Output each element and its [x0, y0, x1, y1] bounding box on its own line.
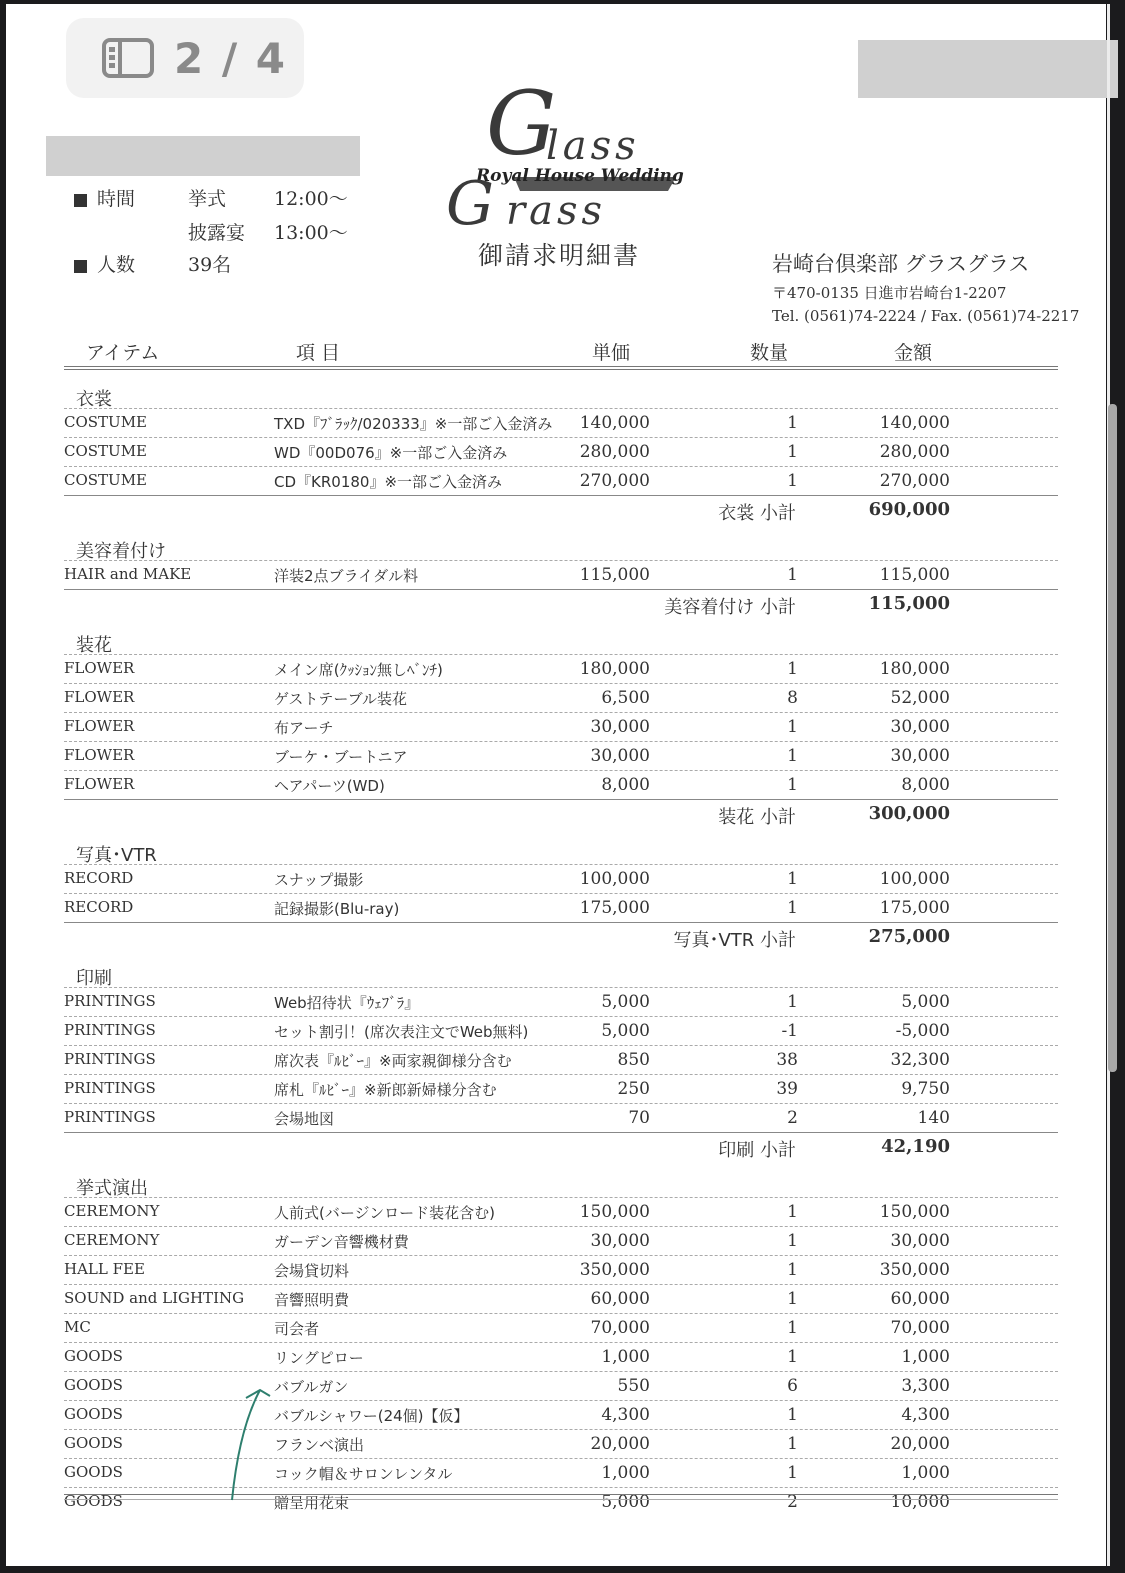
- event-info: [74, 184, 374, 282]
- section-spacer: [64, 618, 1058, 626]
- unit-price: 8,000: [601, 775, 650, 795]
- table-row: [64, 987, 1058, 1016]
- section-title: 衣裳: [76, 389, 112, 410]
- section-spacer: [64, 524, 1058, 532]
- quantity: 1: [787, 717, 798, 737]
- handwritten-arrow-icon: [226, 1380, 286, 1520]
- ceremony-label: 挙式: [188, 188, 227, 210]
- table-row: [64, 1226, 1058, 1255]
- unit-price: 140,000: [579, 413, 650, 433]
- time-label: 時間: [97, 188, 136, 210]
- quantity: 2: [787, 1108, 798, 1128]
- table-row: [64, 1103, 1058, 1133]
- company-name: 岩崎台倶楽部 グラスグラス: [772, 252, 1030, 276]
- header-detail: 項 目: [296, 342, 341, 364]
- amount: 52,000: [890, 688, 950, 708]
- item-description: セット割引！(席次表注文でWeb無料): [274, 1023, 529, 1041]
- unit-price: 30,000: [590, 746, 650, 766]
- amount: 100,000: [879, 869, 950, 889]
- item-description: ゲストテーブル装花: [274, 690, 408, 708]
- table-row: [64, 1371, 1058, 1400]
- company-info: [772, 248, 1079, 325]
- quantity: 1: [787, 1318, 798, 1338]
- amount: 9,750: [901, 1079, 950, 1099]
- redacted-top-right: [858, 40, 1118, 98]
- redacted-customer-name: [46, 136, 360, 176]
- glass-grass-logo: [436, 59, 686, 234]
- table-row: [64, 1487, 1058, 1516]
- svg-text:rass: rass: [506, 188, 607, 234]
- item-code: HALL FEE: [64, 1260, 145, 1278]
- item-description: 席次表『ﾙﾋﾞｰ』※両家親御様分含む: [274, 1052, 512, 1070]
- quantity: 6: [787, 1376, 798, 1396]
- table-row: [64, 1342, 1058, 1371]
- unit-price: 30,000: [590, 717, 650, 737]
- item-description: 司会者: [274, 1320, 320, 1338]
- amount: 140,000: [879, 413, 950, 433]
- quantity: 1: [787, 565, 798, 585]
- item-description: 人前式(バージンロード装花含む): [274, 1204, 496, 1222]
- item-code: RECORD: [64, 898, 134, 916]
- amount: 140: [917, 1108, 950, 1128]
- unit-price: 350,000: [579, 1260, 650, 1280]
- invoice-table: [64, 380, 1058, 1516]
- item-description: メイン席(ｸｯｼｮﾝ無しﾍﾞﾝﾁ): [274, 661, 443, 679]
- header-quantity: 数量: [750, 342, 789, 364]
- section-title-row: [64, 380, 1058, 408]
- item-code: CEREMONY: [64, 1202, 160, 1220]
- item-description: バブルシャワー(24個)【仮】: [274, 1407, 469, 1425]
- table-row: [64, 408, 1058, 437]
- table-row: [64, 560, 1058, 590]
- item-description: ブーケ・ブートニア: [274, 748, 408, 766]
- amount: 20,000: [890, 1434, 950, 1454]
- item-description: 席札『ﾙﾋﾞｰ』※新郎新婦様分含む: [274, 1081, 497, 1099]
- header-unit-price: 単価: [592, 342, 631, 364]
- item-description: CD『KR0180』※一部ご入金済み: [274, 473, 503, 491]
- item-code: FLOWER: [64, 688, 135, 706]
- unit-price: 250: [617, 1079, 650, 1099]
- quantity: 1: [787, 1202, 798, 1222]
- item-code: FLOWER: [64, 659, 135, 677]
- quantity: 1: [787, 869, 798, 889]
- unit-price: 6,500: [601, 688, 650, 708]
- item-code: GOODS: [64, 1492, 123, 1510]
- item-description: 会場貸切料: [274, 1262, 350, 1280]
- page-number: 2 / 4: [174, 33, 288, 83]
- subtotal-row: [64, 923, 1058, 951]
- quantity: 1: [787, 1289, 798, 1309]
- amount: 30,000: [890, 1231, 950, 1251]
- item-description: TXD『ﾌﾞﾗｯｸ/020333』※一部ご入金済み: [274, 415, 553, 433]
- unit-price: 175,000: [579, 898, 650, 918]
- unit-price: 5,000: [601, 992, 650, 1012]
- item-code: PRINTINGS: [64, 992, 156, 1010]
- company-tel: Tel. (0561)74-2224 / Fax. (0561)74-2217: [772, 307, 1080, 325]
- item-code: GOODS: [64, 1434, 123, 1452]
- item-code: COSTUME: [64, 413, 148, 431]
- subtotal-label: 写真･VTR 小計: [673, 930, 796, 951]
- item-code: FLOWER: [64, 775, 135, 793]
- table-row: [64, 770, 1058, 800]
- table-row: [64, 1313, 1058, 1342]
- subtotal-label: 美容着付け 小計: [664, 597, 796, 618]
- quantity: 8: [787, 688, 798, 708]
- section-title: 美容着付け: [76, 541, 166, 562]
- unit-price: 180,000: [579, 659, 650, 679]
- quantity: 1: [787, 413, 798, 433]
- item-code: PRINTINGS: [64, 1050, 156, 1068]
- quantity: 2: [787, 1492, 798, 1512]
- quantity: 1: [787, 746, 798, 766]
- subtotal-label: 衣裳 小計: [718, 503, 796, 524]
- unit-price: 20,000: [590, 1434, 650, 1454]
- quantity: 1: [787, 1260, 798, 1280]
- guests-label: 人数: [97, 254, 136, 276]
- amount: 1,000: [901, 1463, 950, 1483]
- amount: 70,000: [890, 1318, 950, 1338]
- item-description: WD『00D076』※一部ご入金済み: [274, 444, 508, 462]
- reception-time: 13:00～: [274, 222, 348, 244]
- subtotal-row: [64, 590, 1058, 618]
- section-title: 印刷: [76, 968, 112, 989]
- svg-text:lass: lass: [546, 123, 640, 169]
- amount: 32,300: [890, 1050, 950, 1070]
- guests-value: 39名: [188, 254, 232, 276]
- svg-text:Royal House Wedding: Royal House Wedding: [476, 166, 684, 186]
- amount: -5,000: [895, 1021, 950, 1041]
- quantity: 1: [787, 1463, 798, 1483]
- sidebar-panel-icon[interactable]: [102, 38, 154, 78]
- header-item: アイテム: [86, 342, 160, 364]
- amount: 1,000: [901, 1347, 950, 1367]
- amount: 270,000: [879, 471, 950, 491]
- item-description: バブルガン: [274, 1378, 349, 1396]
- amount: 4,300: [901, 1405, 950, 1425]
- quantity: 39: [776, 1079, 798, 1099]
- subtotal-amount: 115,000: [868, 593, 950, 614]
- quantity: -1: [781, 1021, 798, 1041]
- unit-price: 30,000: [590, 1231, 650, 1251]
- amount: 30,000: [890, 746, 950, 766]
- item-code: GOODS: [64, 1347, 123, 1365]
- quantity: 1: [787, 442, 798, 462]
- item-description: 記録撮影(Blu-ray): [274, 900, 400, 918]
- quantity: 1: [787, 659, 798, 679]
- unit-price: 100,000: [579, 869, 650, 889]
- document-title: 御請求明細書: [478, 241, 641, 270]
- table-row: [64, 1400, 1058, 1429]
- item-code: GOODS: [64, 1405, 123, 1423]
- item-code: CEREMONY: [64, 1231, 160, 1249]
- quantity: 1: [787, 1405, 798, 1425]
- header-amount: 金額: [894, 342, 933, 364]
- reception-label: 披露宴: [188, 222, 246, 244]
- unit-price: 5,000: [601, 1021, 650, 1041]
- item-description: 会場地図: [274, 1110, 335, 1128]
- item-code: FLOWER: [64, 717, 135, 735]
- table-row: [64, 1074, 1058, 1103]
- quantity: 1: [787, 1231, 798, 1251]
- section-title-row: [64, 626, 1058, 654]
- unit-price: 70: [628, 1108, 650, 1128]
- item-code: PRINTINGS: [64, 1021, 156, 1039]
- quantity: 1: [787, 992, 798, 1012]
- item-code: PRINTINGS: [64, 1108, 156, 1126]
- table-header: [64, 336, 1058, 370]
- item-code: COSTUME: [64, 471, 148, 489]
- unit-price: 150,000: [579, 1202, 650, 1222]
- page-indicator[interactable]: [66, 18, 304, 98]
- item-description: 贈呈用花束: [274, 1494, 350, 1512]
- subtotal-row: [64, 496, 1058, 524]
- unit-price: 4,300: [601, 1405, 650, 1425]
- quantity: 1: [787, 1347, 798, 1367]
- scrollbar-thumb[interactable]: [1108, 404, 1117, 1072]
- section-title: 装花: [76, 635, 112, 656]
- amount: 115,000: [879, 565, 950, 585]
- item-code: MC: [64, 1318, 91, 1336]
- table-row: [64, 712, 1058, 741]
- item-code: FLOWER: [64, 746, 135, 764]
- amount: 175,000: [879, 898, 950, 918]
- unit-price: 550: [617, 1376, 650, 1396]
- item-code: SOUND and LIGHTING: [64, 1289, 245, 1307]
- unit-price: 850: [617, 1050, 650, 1070]
- table-row: [64, 654, 1058, 683]
- item-code: GOODS: [64, 1463, 123, 1481]
- item-code: RECORD: [64, 869, 134, 887]
- item-description: リングピロー: [274, 1349, 364, 1367]
- amount: 3,300: [901, 1376, 950, 1396]
- svg-text:G: G: [446, 169, 494, 234]
- section-title-row: [64, 836, 1058, 864]
- subtotal-amount: 42,190: [881, 1136, 950, 1157]
- table-end-rule: [64, 1494, 1058, 1500]
- section-title-row: [64, 1169, 1058, 1197]
- item-description: ガーデン音響機材費: [274, 1233, 409, 1251]
- item-description: 洋装2点ブライダル料: [274, 567, 419, 585]
- table-row: [64, 1458, 1058, 1487]
- unit-price: 270,000: [579, 471, 650, 491]
- table-row: [64, 1429, 1058, 1458]
- unit-price: 60,000: [590, 1289, 650, 1309]
- amount: 10,000: [890, 1492, 950, 1512]
- item-code: HAIR and MAKE: [64, 565, 192, 583]
- table-row: [64, 1284, 1058, 1313]
- company-address: 〒470-0135 日進市岩崎台1-2207: [772, 284, 1007, 302]
- amount: 350,000: [879, 1260, 950, 1280]
- table-row: [64, 893, 1058, 923]
- item-description: ヘアパーツ(WD): [274, 777, 385, 795]
- table-row: [64, 1045, 1058, 1074]
- table-row: [64, 1016, 1058, 1045]
- quantity: 1: [787, 775, 798, 795]
- table-row: [64, 864, 1058, 893]
- unit-price: 1,000: [601, 1463, 650, 1483]
- quantity: 1: [787, 471, 798, 491]
- amount: 280,000: [879, 442, 950, 462]
- section-spacer: [64, 828, 1058, 836]
- item-description: フランベ演出: [274, 1436, 365, 1454]
- subtotal-label: 装花 小計: [718, 807, 796, 828]
- item-description: スナップ撮影: [274, 871, 364, 889]
- amount: 180,000: [879, 659, 950, 679]
- unit-price: 280,000: [579, 442, 650, 462]
- section-spacer: [64, 1161, 1058, 1169]
- amount: 30,000: [890, 717, 950, 737]
- unit-price: 115,000: [579, 565, 650, 585]
- unit-price: 70,000: [590, 1318, 650, 1338]
- section-title-row: [64, 532, 1058, 560]
- amount: 60,000: [890, 1289, 950, 1309]
- item-code: PRINTINGS: [64, 1079, 156, 1097]
- section-title: 挙式演出: [76, 1178, 148, 1199]
- subtotal-amount: 300,000: [868, 803, 950, 824]
- amount: 5,000: [901, 992, 950, 1012]
- section-spacer: [64, 951, 1058, 959]
- table-row: [64, 466, 1058, 496]
- item-description: 音響照明費: [274, 1291, 350, 1309]
- unit-price: 5,000: [601, 1492, 650, 1512]
- bullet-square-icon: [74, 260, 87, 273]
- subtotal-amount: 690,000: [868, 499, 950, 520]
- subtotal-label: 印刷 小計: [718, 1140, 796, 1161]
- subtotal-row: [64, 1133, 1058, 1161]
- item-code: GOODS: [64, 1376, 123, 1394]
- table-row: [64, 437, 1058, 466]
- item-description: 布アーチ: [274, 719, 334, 737]
- quantity: 38: [776, 1050, 798, 1070]
- document-page: [6, 4, 1106, 1566]
- svg-text:G: G: [486, 72, 557, 175]
- table-row: [64, 683, 1058, 712]
- item-code: COSTUME: [64, 442, 148, 460]
- table-row: [64, 1255, 1058, 1284]
- bullet-square-icon: [74, 194, 87, 207]
- table-row: [64, 741, 1058, 770]
- section-title: 写真･VTR: [76, 845, 157, 866]
- unit-price: 1,000: [601, 1347, 650, 1367]
- amount: 8,000: [901, 775, 950, 795]
- section-title-row: [64, 959, 1058, 987]
- subtotal-amount: 275,000: [868, 926, 950, 947]
- table-row: [64, 1197, 1058, 1226]
- item-description: コック帽＆サロンレンタル: [274, 1465, 453, 1483]
- item-description: Web招待状『ｳｪﾌﾞﾗ』: [274, 994, 420, 1012]
- quantity: 1: [787, 898, 798, 918]
- ceremony-time: 12:00～: [274, 188, 348, 210]
- quantity: 1: [787, 1434, 798, 1454]
- amount: 150,000: [879, 1202, 950, 1222]
- subtotal-row: [64, 800, 1058, 828]
